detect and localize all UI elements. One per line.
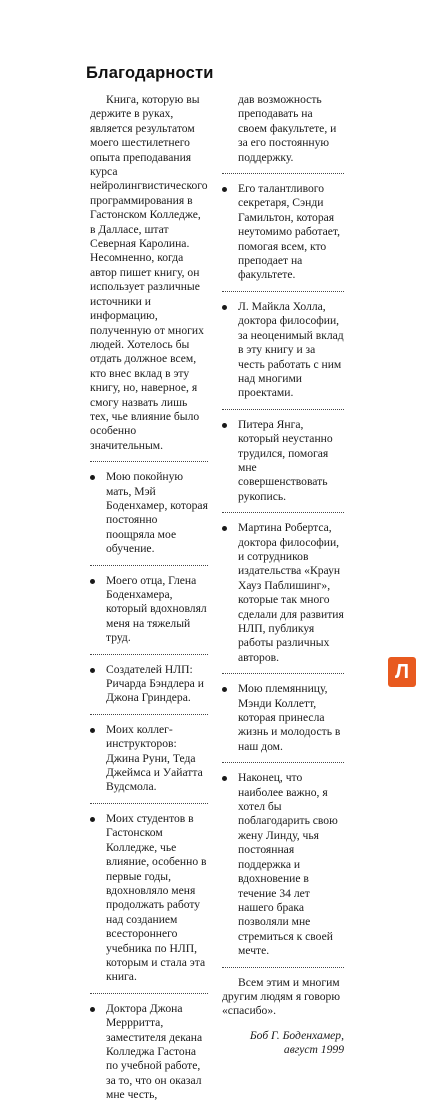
bullet-icon (90, 1007, 95, 1012)
acknowledgement-text: Мою племянницу, Мэнди Коллетт, которая принесла жизнь и молодость в наш дом. (238, 682, 341, 753)
acknowledgement-text: Создателей НЛП: Ричарда Бэндлера и Джона Гриндера. (106, 662, 204, 705)
acknowledgement-text: Л. Майкла Холла, доктора философии, за неоценимый вклад в эту книгу и за честь работать с ним над многими проектами. (238, 299, 344, 400)
acknowledgement-item (90, 663, 208, 706)
acknowledgement-item (222, 771, 344, 958)
intro-paragraph: Книга, которую вы держите в руках, является результатом моего шестилетнего опыта преподавания курса нейролингвистического программирования в Гастонском Колледже, в Далласе, штат Северная Каролина. Несомненно, когда автор пишет книгу, он использует различные источники и информацию, полученную от многих людей. Хотелось бы отдать должное всем, кто внес вклад в эту книгу, но, наверное, я смогу назвать лишь тех, чье влияние было особенно значительным. (90, 93, 208, 452)
bullet-icon (90, 579, 95, 584)
right-column (222, 93, 344, 1058)
bullet-icon (90, 728, 95, 733)
author-signature (222, 1029, 344, 1058)
acknowledgement-text: Его талантливого секретаря, Сэнди Гамильтон, которая неутомимо работает, помогая всем, кто преподает на факультете. (238, 182, 340, 282)
bullet-icon (222, 305, 227, 310)
logo-letter: Л (394, 661, 410, 683)
item-separator (222, 512, 344, 513)
left-column (90, 93, 208, 1103)
bullet-icon (90, 668, 95, 673)
item-separator (222, 673, 344, 674)
item-separator (90, 803, 208, 804)
acknowledgement-item (222, 682, 344, 754)
acknowledgement-item (222, 418, 344, 504)
item-separator (90, 654, 208, 655)
bullet-icon (222, 187, 227, 192)
item-separator (90, 565, 208, 566)
acknowledgement-text: Моего отца, Глена Боденхамера, который вдохновлял меня на тяжелый труд. (106, 573, 207, 645)
item-separator (222, 762, 344, 763)
acknowledgement-text: Моих коллег-инструкторов: Джина Руни, Теда Джеймса и Уайатта Вудсмола. (106, 722, 203, 794)
bullet-icon (222, 776, 227, 781)
continuation-text: дав возможность преподавать на своем факультете, и за его постоянную поддержку. (238, 93, 337, 164)
item-separator (90, 993, 208, 994)
item-separator (90, 461, 208, 462)
bullet-icon (90, 475, 95, 480)
item-separator (90, 714, 208, 715)
signature-date: август 1999 (283, 1043, 344, 1057)
acknowledgement-item (222, 521, 344, 665)
acknowledgement-text: Моих студентов в Гастонском Колледже, чье влияние, особенно в первые годы, вдохновляло меня продолжать работу над созданием всестороннего учебника по НЛП, которым и стала эта книга. (106, 811, 207, 984)
page-title: Благодарности (86, 64, 214, 82)
acknowledgement-item (90, 723, 208, 795)
acknowledgement-item (222, 182, 344, 283)
item-separator (222, 173, 344, 174)
closing-thanks: Всем этим и многим другим людям я говорю «спасибо». (222, 975, 341, 1018)
item-separator (222, 291, 344, 292)
acknowledgement-text: Доктора Джона Меррритта, заместителя декана Колледжа Гастона по учебной работе, за то, что он оказал мне честь, (106, 1001, 203, 1102)
acknowledgement-text: Наконец, что наиболее важно, я хотел бы поблагодарить свою жену Линду, чья постоянная поддержка и вдохновение в течение 34 лет нашего брака позволяли мне стремиться к своей мечте. (238, 771, 338, 958)
acknowledgement-item (90, 1002, 208, 1103)
item-separator (222, 967, 344, 968)
acknowledgement-item (222, 300, 344, 401)
acknowledgement-text: Питера Янга, который неустанно трудился, помогая мне совершенствовать рукопись. (238, 417, 333, 503)
acknowledgement-continuation (222, 93, 344, 165)
acknowledgement-text: Мартина Робертса, доктора философии, и сотрудников издательства «Краун Хауз Паблишинг», которые так много сделали для развития НЛП, публикуя работы различных авторов. (238, 521, 344, 664)
bullet-icon (222, 687, 227, 692)
signature-name: Боб Г. Боденхамер, (249, 1028, 344, 1042)
acknowledgement-text: Мою покойную мать, Мэй Боденхамер, которая постоянно поощряла мое обучение. (106, 470, 208, 556)
bullet-icon (222, 423, 227, 428)
bullet-icon (90, 817, 95, 822)
acknowledgement-item (90, 812, 208, 985)
bullet-icon (222, 526, 227, 531)
acknowledgement-item (90, 574, 208, 646)
item-separator (222, 409, 344, 410)
acknowledgement-item (90, 470, 208, 556)
litres-logo-icon (388, 657, 416, 687)
